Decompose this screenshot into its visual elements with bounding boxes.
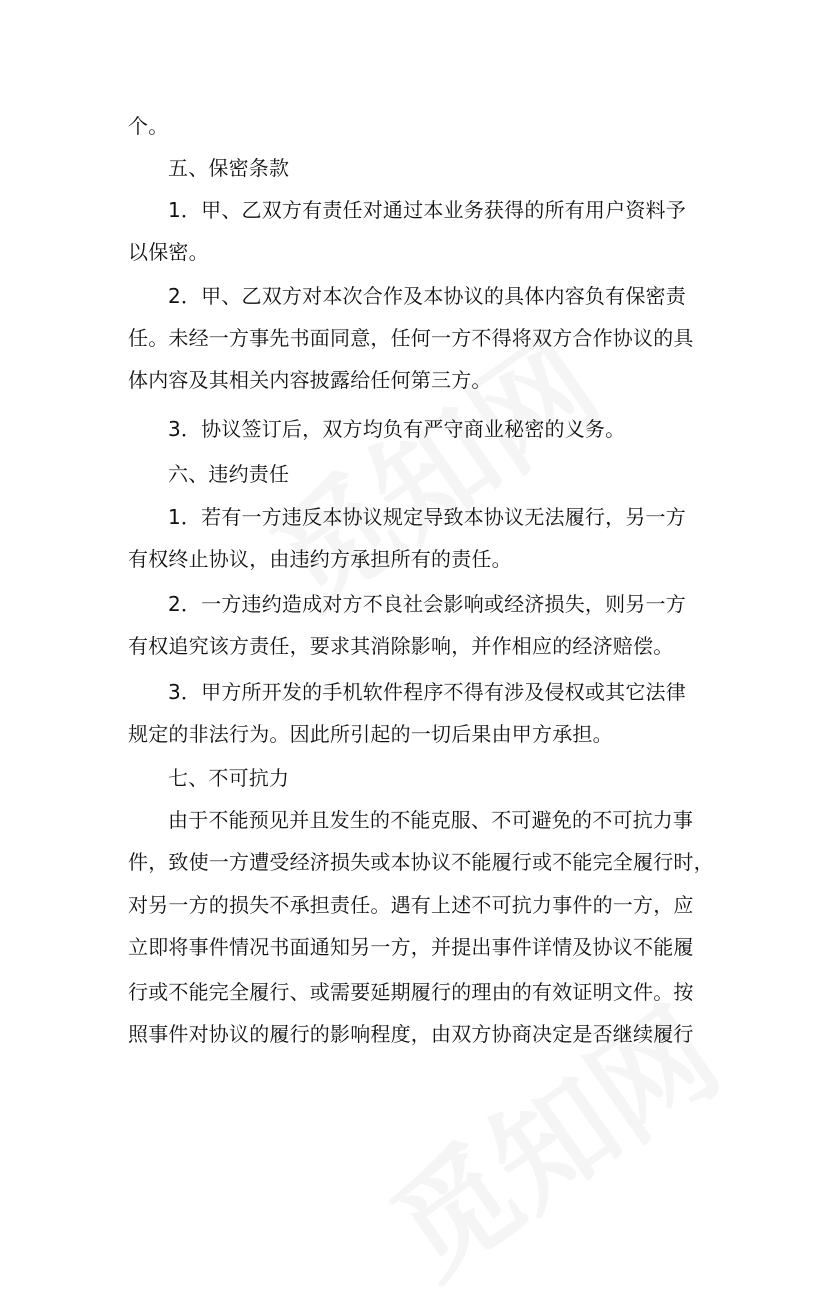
paragraph-line: 3．协议签订后，双方均负有严守商业秘密的义务。 xyxy=(168,417,626,441)
section-heading-force-majeure: 七、不可抗力 xyxy=(168,766,290,790)
section-heading-breach: 六、违约责任 xyxy=(168,462,290,486)
paragraph-line: 照事件对协议的履行的影响程度，由双方协商决定是否继续履行 xyxy=(128,1022,694,1046)
paragraph-line: 2．一方违约造成对方不良社会影响或经济损失，则另一方 xyxy=(168,592,686,616)
paragraph-line: 3．甲方所开发的手机软件程序不得有涉及侵权或其它法律 xyxy=(168,680,686,704)
paragraph-line: 有权追究该方责任，要求其消除影响，并作相应的经济赔偿。 xyxy=(128,634,674,658)
paragraph-line: 立即将事件情况书面通知另一方，并提出事件详情及协议不能履 xyxy=(128,935,694,959)
paragraph-line: 有权终止协议，由违约方承担所有的责任。 xyxy=(128,547,512,571)
paragraph-line: 任。未经一方事先书面同意，任何一方不得将双方合作协议的具 xyxy=(128,326,694,350)
paragraph-line: 行或不能完全履行、或需要延期履行的理由的有效证明文件。按 xyxy=(128,980,694,1004)
paragraph-line: 件，致使一方遭受经济损失或本协议不能履行或不能完全履行时， xyxy=(128,850,714,874)
paragraph-line: 规定的非法行为。因此所引起的一切后果由甲方承担。 xyxy=(128,722,613,746)
paragraph-line: 1．甲、乙双方有责任对通过本业务获得的所有用户资料予 xyxy=(168,198,686,222)
paragraph-line: 以保密。 xyxy=(128,240,209,264)
paragraph-line: 由于不能预见并且发生的不能克服、不可避免的不可抗力事 xyxy=(168,808,694,832)
paragraph-line: 2．甲、乙双方对本次合作及本协议的具体内容负有保密责 xyxy=(168,284,686,308)
paragraph-line: 对另一方的损失不承担责任。遇有上述不可抗力事件的一方，应 xyxy=(128,893,694,917)
paragraph-line: 个。 xyxy=(128,114,169,138)
paragraph-line: 1．若有一方违反本协议规定导致本协议无法履行，另一方 xyxy=(168,505,686,529)
section-heading-confidentiality: 五、保密条款 xyxy=(168,156,290,180)
paragraph-line: 体内容及其相关内容披露给任何第三方。 xyxy=(128,368,492,392)
